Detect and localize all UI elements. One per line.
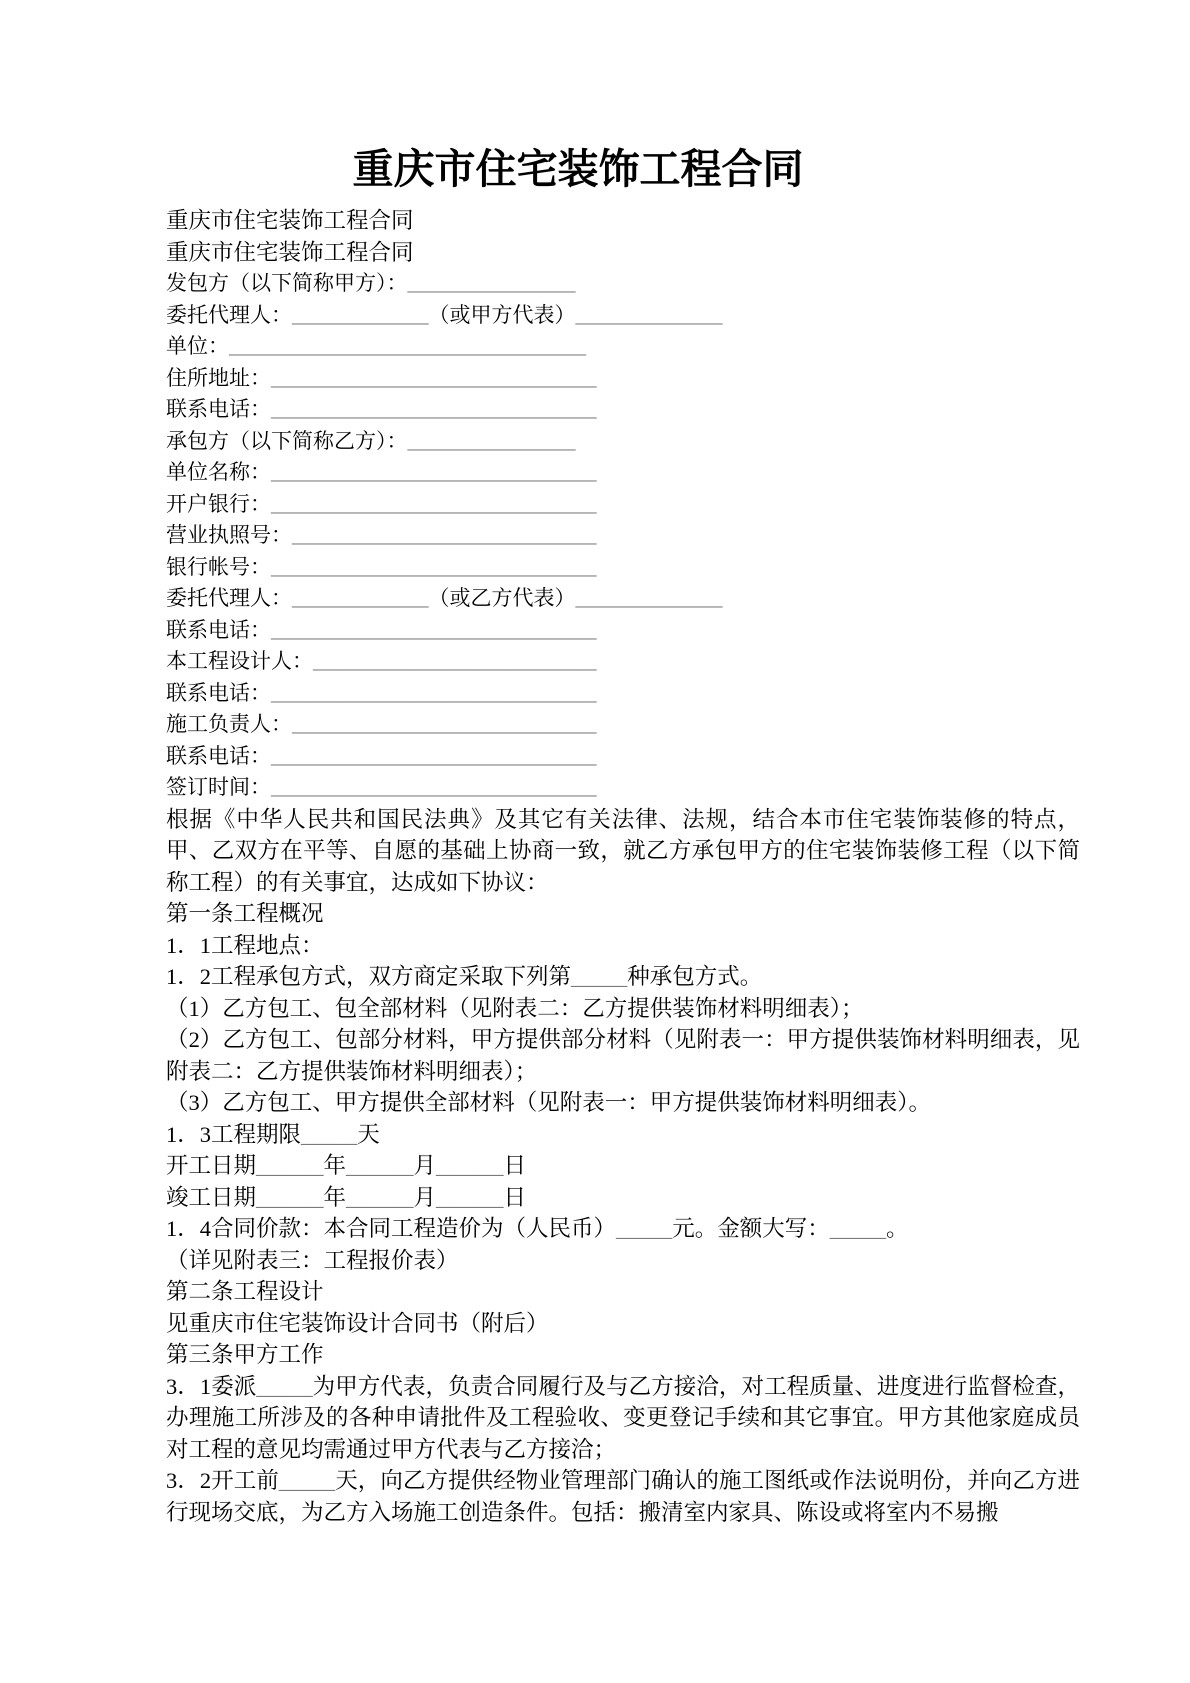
start-date-line: 开工日期______年______月______日 (166, 1153, 527, 1178)
fill-in-blank: ________________ (407, 428, 576, 453)
form-line-unit: 单位：__________________________________ (166, 334, 586, 358)
fill-in-blank: ______________ (575, 586, 723, 610)
fill-in-blank: _______________________________ (271, 491, 597, 516)
fill-in-blank: _____ (278, 1468, 336, 1493)
clause-1-2-option-3: （3）乙方包工、甲方提供全部材料（见附表一：甲方提供装饰材料明细表）。 (166, 1090, 932, 1115)
section-1-heading: 第一条工程概况 (166, 901, 324, 926)
fill-in-blank: ______ (436, 1184, 504, 1210)
clause-1-1: 1．1工程地点： (166, 932, 324, 958)
section-2-heading: 第二条工程设计 (166, 1279, 324, 1304)
fill-in-blank: _______________________________ (271, 680, 597, 705)
clause-1-2-option-1: （1）乙方包工、包全部材料（见附表二：乙方提供装饰材料明细表）； (166, 995, 864, 1021)
fill-in-blank: __________________________________ (229, 334, 586, 358)
fill-in-blank: _______________________________ (271, 365, 597, 390)
form-line-agent-a: 委托代理人：_____________（或甲方代表）______________ (166, 302, 723, 327)
fill-in-blank: _____ (301, 1121, 358, 1147)
fill-in-blank: _______________________________ (271, 460, 597, 484)
fill-in-blank: ______ (436, 1153, 504, 1178)
form-line-phone: 联系电话：_______________________________ (166, 397, 597, 421)
clause-1-4: 1．4合同价款：本合同工程造价为（人民币）_____元。金额大写：_____。 (166, 1216, 909, 1241)
clause-3-1: 3．1委派_____为甲方代表，负责合同履行及与乙方接洽，对工程质量、进度进行监督检查，办理施工所涉及的各种申请批件及工程验收、变更登记手续和其它事宜。甲方其他家庭成员对工程的意见均需通过甲方代表与乙方接洽； (166, 1373, 1080, 1462)
fill-in-blank: _____ (616, 1216, 673, 1241)
fill-in-blank: _______________________________ (271, 743, 597, 768)
form-line-designer: 本工程设计人：___________________________ (166, 649, 597, 673)
fill-in-blank: ______________ (575, 302, 723, 327)
fill-in-blank: ______ (256, 1153, 324, 1178)
clause-1-2-option-2: （2）乙方包工、包部分材料，甲方提供部分材料（见附表一：甲方提供装饰材料明细表，见附表二：乙方提供装饰材料明细表）； (166, 1027, 1080, 1084)
quotation-note: （详见附表三：工程报价表） (166, 1247, 459, 1273)
fill-in-blank: ______ (346, 1184, 414, 1210)
fill-in-blank: _______________________________ (271, 775, 597, 799)
intro-line: 重庆市住宅装饰工程合同 (166, 239, 414, 265)
fill-in-blank: _____________________________ (292, 712, 597, 736)
fill-in-blank: ________________ (407, 271, 576, 295)
clause-3-2: 3．2开工前_____天，向乙方提供经物业管理部门确认的施工图纸或作法说明份，并向乙方进行现场交底，为乙方入场施工创造条件。包括：搬清室内家具、陈设或将室内不易搬 (166, 1468, 1080, 1525)
completion-date-line: 竣工日期______年______月______日 (166, 1184, 527, 1210)
fill-in-blank: _____ (571, 964, 628, 989)
preamble-paragraph: 根据《中华人民共和国民法典》及其它有关法律、法规，结合本市住宅装饰装修的特点，甲、乙双方在平等、自愿的基础上协商一致，就乙方承包甲方的住宅装饰装修工程（以下简称工程）的有关事宜，达成如下协议： (166, 806, 1080, 895)
form-line-agent-b: 委托代理人：_____________（或乙方代表）______________ (166, 586, 723, 610)
fill-in-blank: _______________________________ (271, 397, 597, 421)
fill-in-blank: _____ (829, 1216, 887, 1241)
clause-1-2: 1．2工程承包方式，双方商定采取下列第_____种承包方式。 (166, 964, 763, 989)
form-line-phone: 联系电话：_______________________________ (166, 617, 597, 642)
fill-in-blank: ___________________________ (313, 649, 597, 673)
fill-in-blank: _____________________________ (292, 523, 597, 547)
form-line-party-b: 承包方（以下简称乙方）：________________ (166, 428, 576, 453)
fill-in-blank: _____ (256, 1373, 313, 1399)
fill-in-blank: ______ (256, 1184, 324, 1210)
form-line-address: 住所地址：_______________________________ (166, 365, 597, 390)
section-2-content: 见重庆市住宅装饰设计合同书（附后） (166, 1310, 549, 1336)
form-line-sign-date: 签订时间：_______________________________ (166, 775, 597, 799)
form-line-license-no: 营业执照号：_____________________________ (166, 523, 597, 547)
form-line-account-no: 银行帐号：_______________________________ (166, 554, 597, 579)
intro-line: 重庆市住宅装饰工程合同 (166, 208, 414, 233)
fill-in-blank: _______________________________ (271, 554, 597, 579)
document-title: 重庆市住宅装饰工程合同 (352, 146, 804, 192)
form-line-bank: 开户银行：_______________________________ (166, 491, 597, 516)
fill-in-blank: _____________ (292, 586, 429, 610)
form-line-phone: 联系电话：_______________________________ (166, 743, 597, 768)
form-line-phone: 联系电话：_______________________________ (166, 680, 597, 705)
clause-1-3: 1．3工程期限_____天 (166, 1121, 380, 1147)
fill-in-blank: _______________________________ (271, 617, 597, 642)
fill-in-blank: _____________ (292, 302, 429, 327)
form-line-unit-name: 单位名称：_______________________________ (166, 460, 597, 484)
form-line-construction-lead: 施工负责人：_____________________________ (166, 712, 597, 736)
fill-in-blank: ______ (346, 1153, 414, 1178)
section-3-heading: 第三条甲方工作 (166, 1342, 324, 1367)
form-line-party-a: 发包方（以下简称甲方）：________________ (166, 271, 576, 295)
